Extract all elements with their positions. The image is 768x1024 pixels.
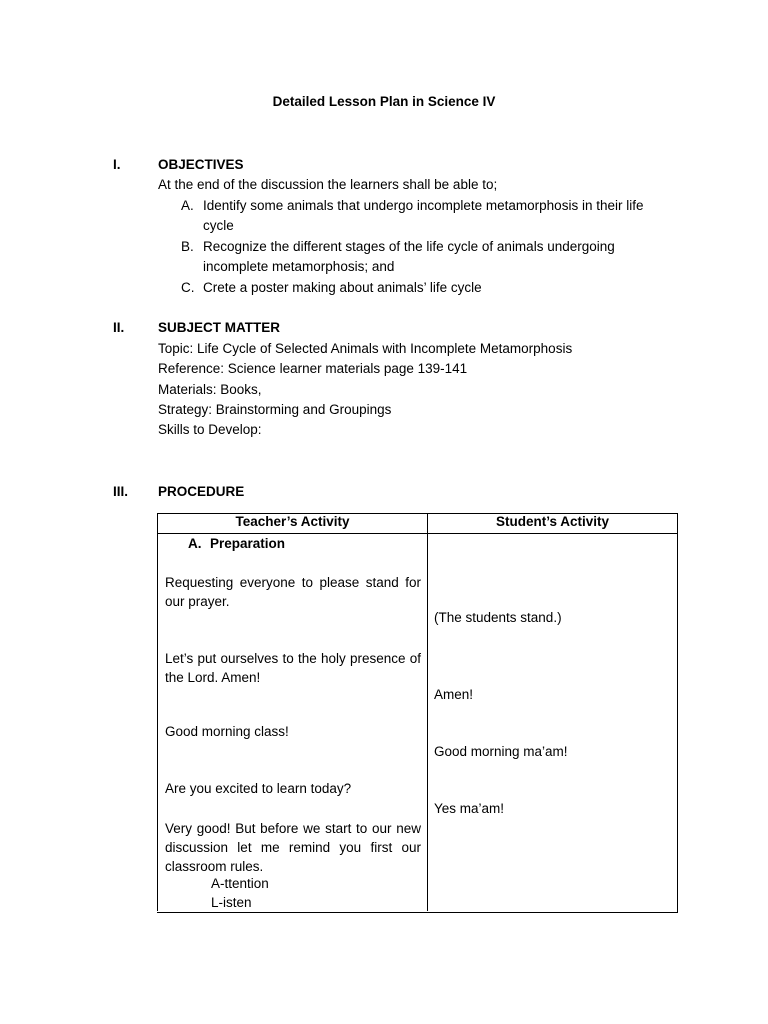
objective-a-line1: Identify some animals that undergo incomplete metamorphosis in their life xyxy=(203,198,644,213)
objective-letter-c: C. xyxy=(181,280,195,295)
teacher-activity-cell xyxy=(158,534,428,913)
teacher-greeting: Good morning class! xyxy=(165,724,289,739)
table-open-bottom xyxy=(157,911,429,912)
teacher-activity-header: Teacher’s Activity xyxy=(158,514,428,534)
preparation-heading: Preparation xyxy=(210,536,286,551)
rule-attention: A-ttention xyxy=(211,876,269,891)
student-greeting-response: Good morning ma’am! xyxy=(434,744,568,759)
student-activity-cell xyxy=(428,534,678,913)
section-numeral-subject-matter: II. xyxy=(113,320,125,335)
subject-strategy: Strategy: Brainstorming and Groupings xyxy=(158,402,392,417)
section-heading-procedure: PROCEDURE xyxy=(158,484,245,499)
objective-b-line1: Recognize the different stages of the life cycle of animals undergoing xyxy=(203,239,615,254)
section-numeral-objectives: I. xyxy=(113,157,121,172)
table-row xyxy=(158,534,678,913)
subject-materials: Materials: Books, xyxy=(158,382,262,397)
objective-a-line2: cycle xyxy=(203,218,234,233)
procedure-table xyxy=(157,513,678,913)
rule-listen: L-isten xyxy=(211,895,252,910)
teacher-rules-intro: Very good! But before we start to our new discussion let me remind you first our classroom rules. xyxy=(165,821,421,874)
preparation-letter: A. xyxy=(188,536,202,551)
objective-c-line1: Crete a poster making about animals’ life cycle xyxy=(203,280,482,295)
subject-skills: Skills to Develop: xyxy=(158,422,262,437)
section-numeral-procedure: III. xyxy=(113,484,129,499)
objective-letter-b: B. xyxy=(181,239,194,254)
teacher-excited-question: Are you excited to learn today? xyxy=(165,781,352,796)
objectives-intro: At the end of the discussion the learners shall be able to; xyxy=(158,177,498,192)
teacher-prayer-request: Requesting everyone to please stand for our prayer. xyxy=(165,575,421,609)
objective-letter-a: A. xyxy=(181,198,194,213)
section-heading-objectives: OBJECTIVES xyxy=(158,157,244,172)
table-header-row xyxy=(158,514,678,534)
student-amen-response: Amen! xyxy=(434,687,474,702)
student-stand-response: (The students stand.) xyxy=(434,610,562,625)
subject-reference: Reference: Science learner materials page 139-141 xyxy=(158,361,468,376)
document-title: Detailed Lesson Plan in Science IV xyxy=(272,94,496,109)
student-yes-response: Yes ma’am! xyxy=(434,801,505,816)
student-activity-header: Student’s Activity xyxy=(428,514,678,534)
subject-topic: Topic: Life Cycle of Selected Animals with Incomplete Metamorphosis xyxy=(158,341,573,356)
objective-b-line2: incomplete metamorphosis; and xyxy=(203,259,395,274)
teacher-holy-presence: Let’s put ourselves to the holy presence of the Lord. Amen! xyxy=(165,651,421,685)
section-heading-subject-matter: SUBJECT MATTER xyxy=(158,320,281,335)
